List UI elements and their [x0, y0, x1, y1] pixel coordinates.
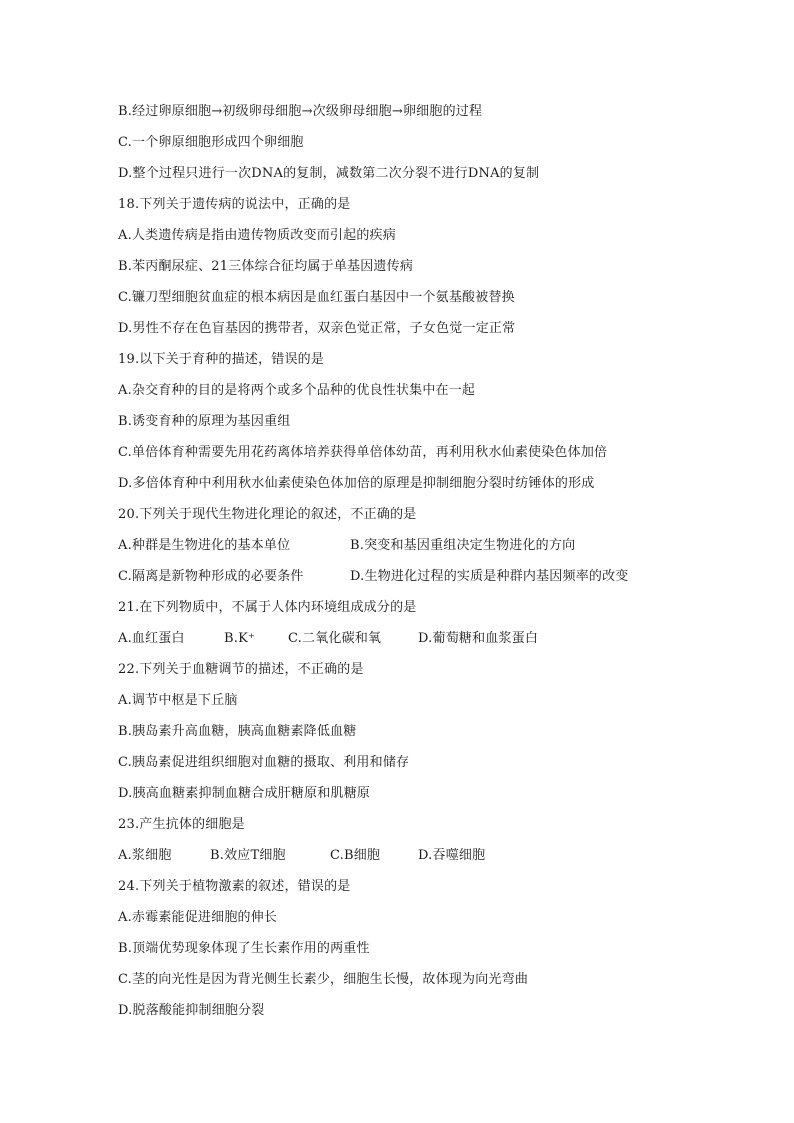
- q23-option-a: A.浆细胞: [118, 848, 172, 863]
- q22-option-c: C.胰岛素促进组织细胞对血糖的摄取、利用和储存: [118, 755, 410, 770]
- q23-option-c: C.B细胞: [330, 848, 381, 863]
- q22-option-a: A.调节中枢是下丘脑: [118, 693, 238, 708]
- q23-options-row: [118, 844, 678, 875]
- q21-option-c: C.二氧化碳和氧: [288, 631, 382, 646]
- exam-text-body: [118, 100, 678, 1030]
- q19-option-c: C.单倍体育种需要先用花药离体培养获得单倍体幼苗，再利用秋水仙素使染色体加倍: [118, 445, 608, 460]
- q24-option-b: B.顶端优势现象体现了生长素作用的两重性: [118, 941, 370, 956]
- q20-options-row-1: [118, 534, 678, 565]
- q24-option-d: D.脱落酸能抑制细胞分裂: [118, 1003, 265, 1018]
- q21-option-b: B.K⁺: [224, 631, 256, 646]
- q21-option-a: A.血红蛋白: [118, 631, 185, 646]
- q23-option-b: B.效应T细胞: [210, 848, 286, 863]
- q22-stem: 22.下列关于血糖调节的描述，不正确的是: [118, 662, 364, 677]
- q20-options-row-2: [118, 565, 678, 596]
- q20-option-a: A.种群是生物进化的基本单位: [118, 538, 291, 553]
- q18-option-c: C.镰刀型细胞贫血症的根本病因是血红蛋白基因中一个氨基酸被替换: [118, 290, 515, 305]
- q18-option-d: D.男性不存在色盲基因的携带者，双亲色觉正常，子女色觉一定正常: [118, 321, 516, 336]
- q22-option-d: D.胰高血糖素抑制血糖合成肝糖原和肌糖原: [118, 786, 371, 801]
- q22-option-b: B.胰岛素升高血糖，胰高血糖素降低血糖: [118, 724, 357, 739]
- q18-option-b: B.苯丙酮尿症、21三体综合征均属于单基因遗传病: [118, 259, 414, 274]
- q19-option-a: A.杂交育种的目的是将两个或多个品种的优良性状集中在一起: [118, 383, 476, 398]
- q17-option-b: B.经过卵原细胞→初级卵母细胞→次级卵母细胞→卵细胞的过程: [118, 104, 483, 119]
- q20-option-b: B.突变和基因重组决定生物进化的方向: [350, 538, 576, 553]
- q24-stem: 24.下列关于植物激素的叙述，错误的是: [118, 879, 351, 894]
- q24-option-c: C.茎的向光性是因为背光侧生长素少，细胞生长慢，故体现为向光弯曲: [118, 972, 529, 987]
- q18-stem: 18.下列关于遗传病的说法中，正确的是: [118, 197, 351, 212]
- q19-option-d: D.多倍体育种中利用秋水仙素使染色体加倍的原理是抑制细胞分裂时纺锤体的形成: [118, 476, 595, 491]
- q21-options-row: [118, 627, 678, 658]
- q19-stem: 19.以下关于育种的描述，错误的是: [118, 352, 325, 367]
- q17-option-c: C.一个卵原细胞形成四个卵细胞: [118, 135, 304, 150]
- q17-option-d: D.整个过程只进行一次DNA的复制，减数第二次分裂不进行DNA的复制: [118, 166, 540, 181]
- q20-option-d: D.生物进化过程的实质是种群内基因频率的改变: [350, 569, 629, 584]
- q23-option-d: D.吞噬细胞: [418, 848, 486, 863]
- q21-stem: 21.在下列物质中，不属于人体内环境组成成分的是: [118, 600, 417, 615]
- q24-option-a: A.赤霉素能促进细胞的伸长: [118, 910, 278, 925]
- q18-option-a: A.人类遗传病是指由遗传物质改变而引起的疾病: [118, 228, 396, 243]
- q20-stem: 20.下列关于现代生物进化理论的叙述，不正确的是: [118, 507, 417, 522]
- q21-option-d: D.葡萄糖和血浆蛋白: [418, 631, 539, 646]
- q19-option-b: B.诱变育种的原理为基因重组: [118, 414, 291, 429]
- q23-stem: 23.产生抗体的细胞是: [118, 817, 245, 832]
- q20-option-c: C.隔离是新物种形成的必要条件: [118, 569, 304, 584]
